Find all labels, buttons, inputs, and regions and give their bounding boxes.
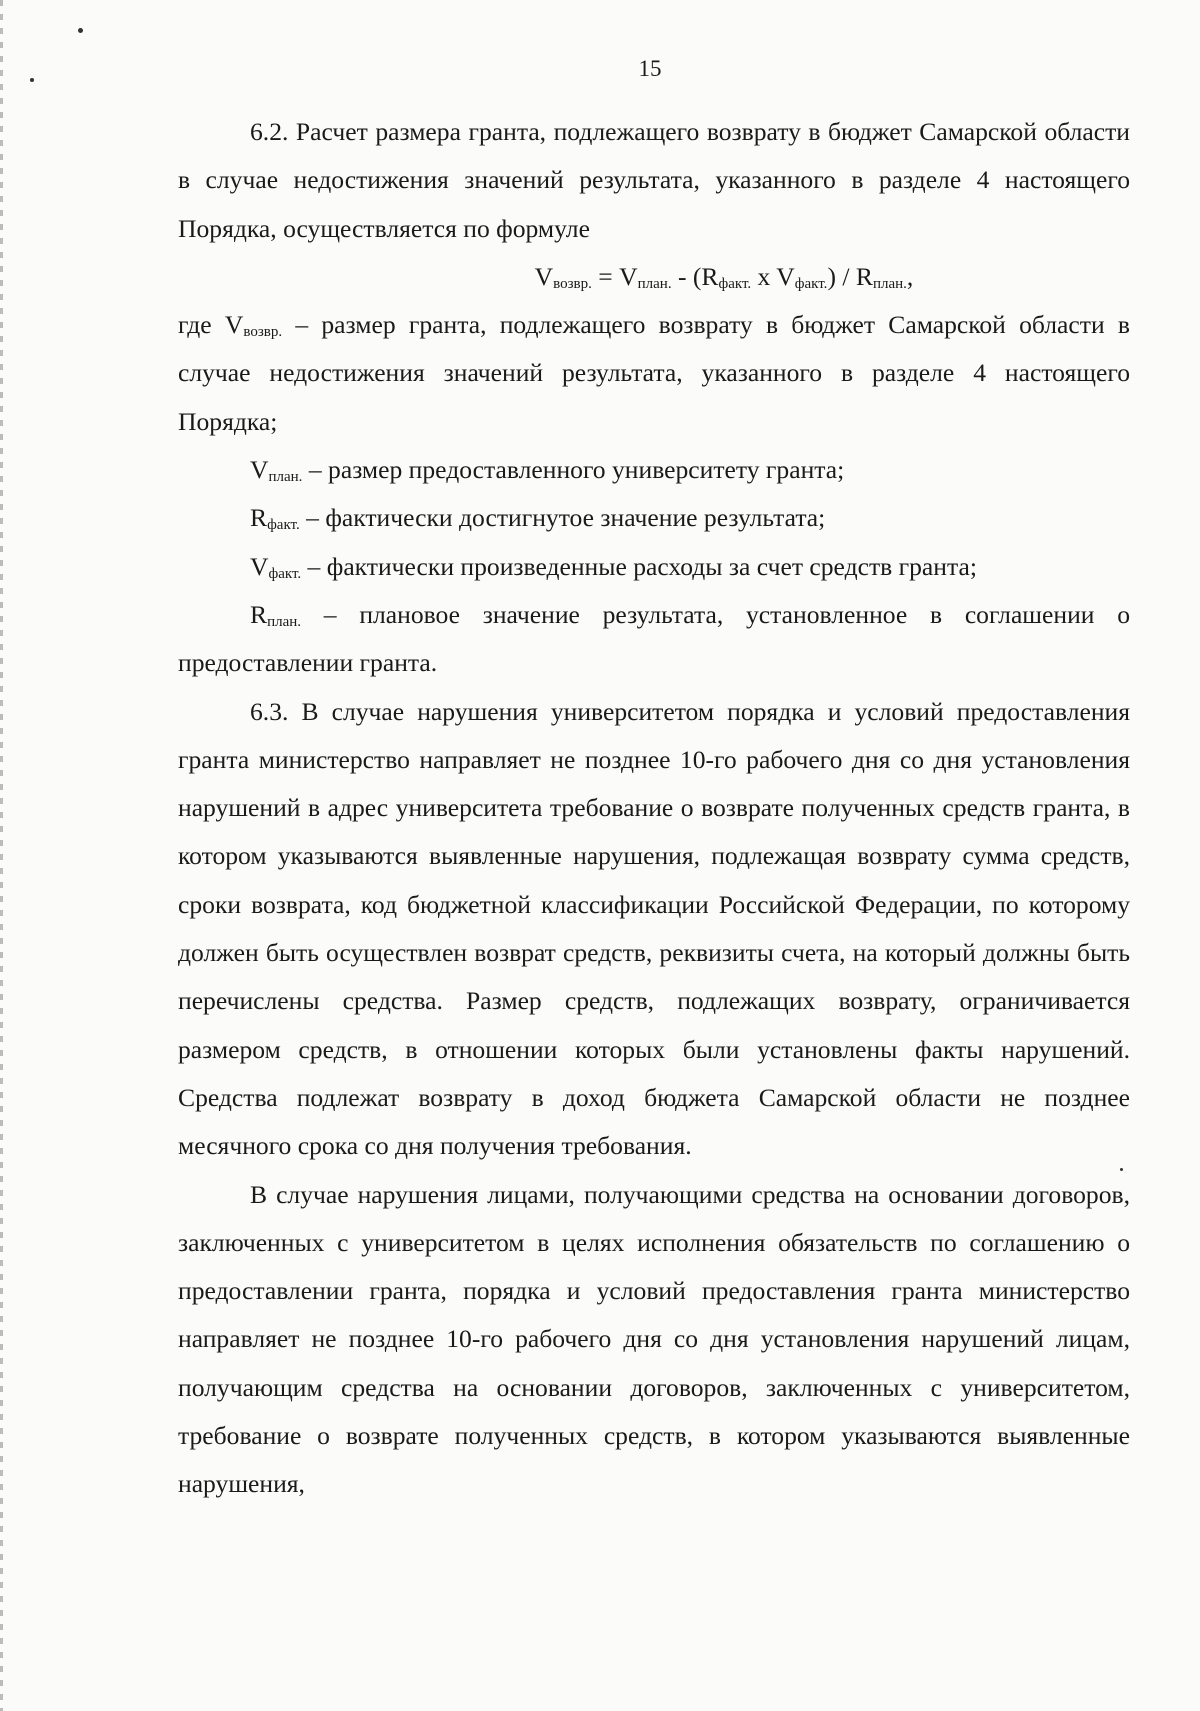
def-subscript: возвр. — [243, 324, 283, 341]
definition-v-vozvr — [178, 301, 1130, 446]
formula-minus: - ( — [671, 261, 702, 291]
formula-v-sub: возвр. — [553, 275, 592, 292]
formula-eq: = — [591, 261, 620, 291]
def-symbol: V — [250, 455, 269, 485]
scan-speck — [78, 28, 83, 33]
formula-r2: R — [855, 261, 873, 291]
definition-v-plan — [178, 446, 1130, 494]
def-subscript: факт. — [267, 517, 300, 534]
def-symbol: R — [250, 503, 268, 533]
formula-v2-sub: план. — [637, 275, 672, 292]
formula-div: ) / — [827, 261, 856, 291]
def-subscript: план. — [268, 469, 303, 486]
def-text: – размер гранта, подлежащего возврату в бюджет Самарской области в случае недостижения значений результата, указанного в разделе 4 настоящего Порядка; — [178, 310, 1130, 436]
scan-edge — [0, 0, 3, 1711]
def-pre: где — [178, 310, 225, 340]
formula-r: R — [701, 261, 719, 291]
def-subscript: план. — [267, 613, 302, 630]
formula-r2-sub: план. — [872, 275, 907, 292]
formula-v: V — [534, 261, 554, 291]
def-text: – фактически достигнутое значение результата; — [299, 503, 826, 533]
body-text — [178, 108, 1130, 1509]
formula-tail: , — [906, 261, 914, 291]
paragraph-6-3: 6.3. В случае нарушения университетом порядка и условий предоставления гранта министерство направляет не позднее 10-го рабочего дня со дня установления нарушений в адрес университета требование о возврате полученных средств гранта, в котором указываются выявленные нарушения, подлежащая возврату сумма средств, сроки возврата, код бюджетной классификации Российской Федерации, по которому должен быть осуществлен возврат средств, реквизиты счета, на который должны быть перечислены средства. Размер средств, подлежащих возврату, ограничивается размером средств, в отношении которых были установлены факты нарушений. Средства подлежат возврату в доход бюджета Самарской области не позднее месячного срока со дня получения требования. — [178, 696, 1130, 1161]
def-symbol: V — [250, 551, 269, 581]
formula-v2: V — [619, 261, 638, 291]
definition-r-fact — [178, 494, 1130, 542]
formula-v3-sub: факт. — [794, 275, 828, 292]
def-text: – размер предоставленного университету гранта; — [302, 455, 845, 485]
def-symbol: R — [250, 599, 268, 629]
formula-v3: V — [776, 261, 795, 291]
formula-x: x — [751, 261, 777, 291]
def-symbol: V — [224, 310, 244, 340]
def-text: – фактически произведенные расходы за счет средств гранта; — [301, 551, 977, 581]
paragraph-violations-third-parties: В случае нарушения лицами, получающими средства на основании договоров, заключенных с университетом в целях исполнения обязательств по соглашению о предоставлении гранта, порядка и условий предоставления гранта министерство направляет не позднее 10-го рабочего дня со дня установления нарушений лицам, получающим средства на основании договоров, заключенных с университетом, требование о возврате полученных средств, в котором указываются выявленные нарушения, — [178, 1179, 1130, 1499]
definition-v-fact — [178, 543, 1130, 591]
definition-r-plan — [178, 591, 1130, 688]
formula — [178, 253, 1130, 301]
paragraph-6-2: 6.2. Расчет размера гранта, подлежащего возврату в бюджет Самарской области в случае недостижения значений результата, указанного в разделе 4 настоящего Порядка, осуществляется по формуле — [178, 117, 1130, 243]
formula-r-sub: факт. — [718, 275, 752, 292]
page-number: 15 — [638, 56, 662, 81]
def-text: – плановое значение результата, установленное в соглашении о предоставлении гранта. — [178, 599, 1130, 678]
def-subscript: факт. — [268, 565, 302, 582]
